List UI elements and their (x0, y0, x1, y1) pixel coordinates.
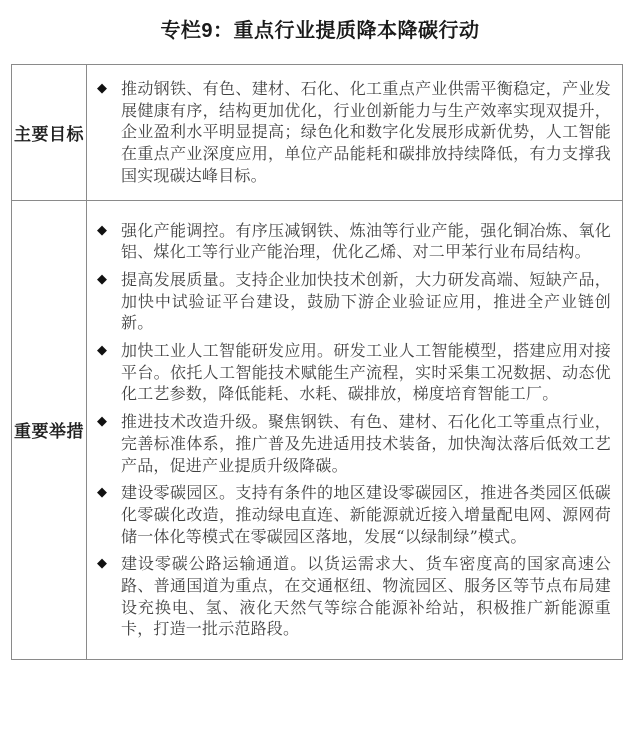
list-item (96, 411, 611, 476)
bullet-text: 加快工业人工智能研发应用。研发工业人工智能模型，搭建应用对接平台。依托人工智能技术赋能生产流程，实时采集工况数据、动态优化工艺参数，降低能耗、水耗、碳排放，梯度培育智能工厂。 (121, 341, 611, 404)
main-goals-content (87, 65, 622, 200)
diamond-bullet-icon: ◆ (97, 485, 107, 501)
bullet-text: 建设零碳公路运输通道。以货运需求大、货车密度高的国家高速公路、普通国道为重点，在交通枢纽、物流园区、服务区等节点布局建设充换电、氢、液化天然气等综合能源补给站，积极推广新能源重卡，打造一批示范路段。 (121, 554, 611, 639)
table-row-main-goals (12, 65, 622, 200)
bullet-text: 提高发展质量。支持企业加快技术创新，大力研发高端、短缺产品，加快中试验证平台建设，鼓励下游企业验证应用，推进全产业链创新。 (121, 269, 611, 333)
column-box-table (11, 64, 623, 660)
list-item (96, 340, 611, 405)
bullet-text: 推进技术改造升级。聚焦钢铁、有色、建材、石化化工等重点行业，完善标准体系，推广普及先进适用技术装备，加快淘汰落后低效工艺产品，促进产业提质升级降碳。 (121, 412, 611, 475)
row-label-key-measures: 重要举措 (12, 201, 87, 660)
diamond-bullet-icon: ◆ (97, 271, 107, 287)
table-row-key-measures (12, 200, 622, 660)
list-item (96, 269, 611, 334)
diamond-bullet-icon: ◆ (97, 414, 107, 430)
diamond-bullet-icon: ◆ (97, 556, 107, 572)
list-item (96, 553, 611, 640)
bullet-text: 建设零碳园区。支持有条件的地区建设零碳园区，推进各类园区低碳化零碳化改造，推动绿电直连、新能源就近接入增量配电网、源网荷储一体化等模式在零碳园区落地，发展“以绿制绿”模式。 (121, 483, 611, 546)
list-item (96, 220, 611, 263)
list-item (96, 78, 611, 187)
page-title: 专栏9：重点行业提质降本降碳行动 (160, 20, 480, 42)
key-measures-content (87, 201, 622, 660)
diamond-bullet-icon: ◆ (97, 222, 107, 238)
diamond-bullet-icon: ◆ (97, 343, 107, 359)
row-label-main-goals: 主要目标 (12, 65, 87, 200)
bullet-text: 强化产能调控。有序压减钢铁、炼油等行业产能，强化铜冶炼、氧化铝、煤化工等行业产能治理，优化乙烯、对二甲苯行业布局结构。 (121, 220, 611, 262)
diamond-bullet-icon: ◆ (97, 81, 107, 96)
bullet-text: 推动钢铁、有色、建材、石化、化工重点产业供需平衡稳定，产业发展健康有序，结构更加优化，行业创新能力与生产效率实现双提升，企业盈利水平明显提高；绿色化和数字化发展形成新优势，人工智能在重点产业深度应用，单位产品能耗和碳排放持续降低，有力支撑我国实现碳达峰目标。 (121, 79, 611, 185)
list-item (96, 482, 611, 547)
